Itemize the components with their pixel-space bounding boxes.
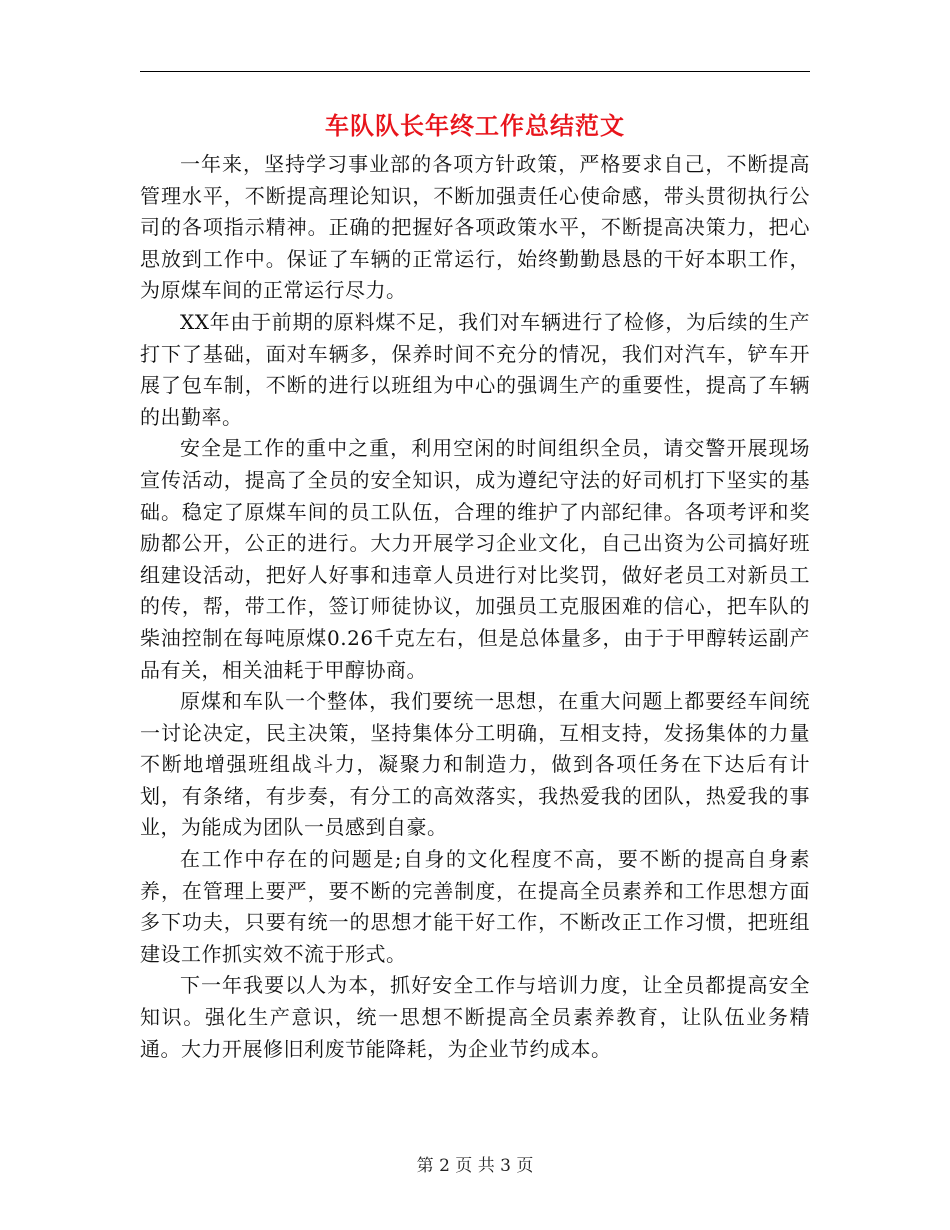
paragraph-4: 原煤和车队一个整体，我们要统一思想，在重大问题上都要经车间统一讨论决定，民主决策，坚持集体分工明确，互相支持，发扬集体的力量不断地增强班组战斗力，凝聚力和制造力，做到各项任务在下达后有计划，有条绪，有步奏，有分工的高效落实，我热爱我的团队，热爱我的事业，为能成为团队一员感到自豪。 bbox=[140, 689, 810, 840]
page-number-footer: 第 2 页 共 3 页 bbox=[416, 1156, 534, 1176]
paragraph-6: 下一年我要以人为本，抓好安全工作与培训力度，让全员都提高安全知识。强化生产意识，统一思想不断提高全员素养教育，让队伍业务精通。大力开展修旧利废节能降耗，为企业节约成本。 bbox=[140, 973, 810, 1061]
document-body bbox=[140, 149, 810, 1065]
paragraph-1: 一年来，坚持学习事业部的各项方针政策，严格要求自己，不断提高管理水平，不断提高理论知识，不断加强责任心使命感，带头贯彻执行公司的各项指示精神。正确的把握好各项政策水平，不断提高决策力，把心思放到工作中。保证了车辆的正常运行，始终勤勤恳恳的干好本职工作，为原煤车间的正常运行尽力。 bbox=[140, 152, 810, 303]
paragraph-2: XX年由于前期的原料煤不足，我们对车辆进行了检修，为后续的生产打下了基础，面对车辆多，保养时间不充分的情况，我们对汽车，铲车开展了包车制，不断的进行以班组为中心的强调生产的重要性，提高了车辆的出勤率。 bbox=[140, 309, 810, 429]
document-title: 车队队长年终工作总结范文 bbox=[325, 111, 625, 140]
paragraph-3: 安全是工作的重中之重，利用空闲的时间组织全员，请交警开展现场宣传活动，提高了全员的安全知识，成为遵纪守法的好司机打下坚实的基础。稳定了原煤车间的员工队伍，合理的维护了内部纪律。各项考评和奖励都公开，公正的进行。大力开展学习企业文化，自己出资为公司搞好班组建设活动，把好人好事和违章人员进行对比奖罚，做好老员工对新员工的传，帮，带工作，签订师徒协议，加强员工克服困难的信心，把车队的柴油控制在每吨原煤0.26千克左右，但是总体量多，由于于甲醇转运副产品有关，相关油耗于甲醇协商。 bbox=[140, 436, 810, 682]
paragraph-5: 在工作中存在的问题是;自身的文化程度不高，要不断的提高自身素养，在管理上要严，要不断的完善制度，在提高全员素养和工作思想方面多下功夫，只要有统一的思想才能干好工作，不断改正工作习惯，把班组建设工作抓实效不流于形式。 bbox=[140, 847, 810, 966]
header-rule bbox=[140, 71, 810, 72]
